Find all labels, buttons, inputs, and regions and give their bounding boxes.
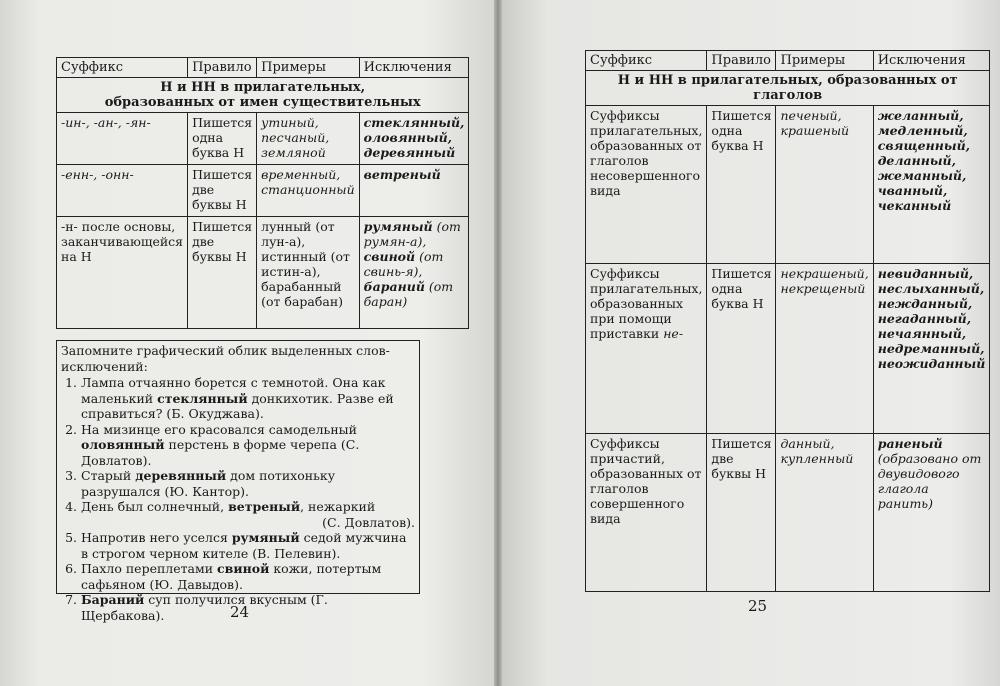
- table-row: [57, 165, 469, 217]
- item-text: седой мужчина в строгом черном кителе (В. Пелевин).: [81, 530, 407, 561]
- rule-cell: Пишется две буквы Н: [188, 217, 257, 329]
- item-bold-word: оловянный: [81, 437, 165, 452]
- header-examples: Примеры: [257, 58, 360, 78]
- header-suffix: Суффикс: [586, 51, 707, 71]
- section-title-row: [57, 78, 469, 113]
- book-spine: [494, 0, 502, 686]
- header-exceptions: Исключения: [873, 51, 990, 71]
- right-rules-table: [585, 50, 990, 592]
- item-bold-word: деревянный: [135, 468, 227, 483]
- item-text: кожи, потертым сафьяном (Ю. Давыдов).: [81, 561, 382, 592]
- examples-cell: утиный, песчаный, земляной: [257, 113, 360, 165]
- table-row: [586, 106, 990, 264]
- exception-word: раненый: [877, 436, 943, 451]
- table-row: [586, 264, 990, 434]
- rule-cell: Пишется две буквы Н: [188, 165, 257, 217]
- list-item: [81, 422, 415, 469]
- rule-cell: Пишется две буквы Н: [707, 434, 776, 592]
- item-bold-word: румяный: [231, 530, 300, 545]
- examples-cell: печеный, крашеный: [776, 106, 873, 264]
- item-text: суп получился вкусным (Г. Щербакова).: [81, 592, 328, 623]
- exception-note: (от баран): [363, 279, 454, 309]
- page-number-right: 25: [748, 597, 768, 615]
- header-examples: Примеры: [776, 51, 873, 71]
- memo-intro: Запомните графический облик выделенных слов-исключений:: [61, 343, 390, 374]
- item-text: , нежаркий: [300, 499, 376, 514]
- list-item: [81, 468, 415, 499]
- examples-cell: некрашеный, некрещеный: [776, 264, 873, 434]
- item-author: (С. Довлатов).: [322, 514, 415, 530]
- item-bold-word: свиной: [217, 561, 270, 576]
- left-rules-table: [56, 57, 469, 329]
- exceptions-cell: [873, 434, 990, 592]
- rule-cell: Пишется одна буква Н: [707, 264, 776, 434]
- exceptions-cell: ветреный: [359, 165, 469, 217]
- exceptions-cell: желанный, медленный, священный, деланный, жеманный, чванный, чеканный: [873, 106, 990, 264]
- examples-cell: данный, купленный: [776, 434, 873, 592]
- page-number-left: 24: [230, 603, 250, 621]
- exception-word: бараний: [363, 279, 425, 294]
- item-text: Напротив него уселся: [81, 530, 232, 545]
- item-text: Старый: [81, 468, 136, 483]
- exception-note: (образовано от двувидового глагола ранить): [877, 451, 982, 511]
- suffix-cell: -н- после основы, заканчивающейся на Н: [57, 217, 188, 329]
- item-bold-word: ветреный: [228, 499, 301, 514]
- exception-note: (от румян-а),: [363, 219, 461, 249]
- suffix-text: Суффиксы прилагательных, образованных при помощи приставки: [590, 266, 703, 341]
- item-text: дом потихоньку разрушался (Ю. Кантор).: [81, 468, 336, 499]
- item-text: Пахло переплетами: [81, 561, 218, 576]
- suffix-cell: [586, 264, 707, 434]
- suffix-cell: -енн-, -онн-: [57, 165, 188, 217]
- section-title: [57, 78, 469, 113]
- section-title-row: [586, 71, 990, 106]
- examples-cell: временный, станционный: [257, 165, 360, 217]
- exceptions-cell: стеклянный, оловянный, деревянный: [359, 113, 469, 165]
- header-rule: Правило: [707, 51, 776, 71]
- item-bold-word: Бараний: [81, 592, 145, 607]
- table-row: [586, 434, 990, 592]
- rule-cell: Пишется одна буква Н: [188, 113, 257, 165]
- item-text: На мизинце его красовался самодельный: [81, 421, 357, 437]
- memo-list: [61, 375, 415, 623]
- exception-note: (от свинь-я),: [363, 249, 444, 279]
- section-title: Н и НН в прилагательных, образованных от глаголов: [586, 71, 990, 106]
- suffix-cell: Суффиксы причастий, образованных от глаголов совершенного вида: [586, 434, 707, 592]
- header-suffix: Суффикс: [57, 58, 188, 78]
- table-header-row: [586, 51, 990, 71]
- section-title-line1: Н и НН в прилагательных,: [160, 80, 366, 95]
- section-title-line2: образованных от имен существительных: [104, 95, 421, 110]
- header-exceptions: Исключения: [359, 58, 469, 78]
- suffix-cell: Суффиксы прилагательных, образованных от глаголов несовершенного вида: [586, 106, 707, 264]
- suffix-prefix: не-: [663, 326, 684, 341]
- suffix-cell: -ин-, -ан-, -ян-: [57, 113, 188, 165]
- exceptions-cell: [359, 217, 469, 329]
- examples-cell: лунный (от лун-а), истинный (от истин-а), барабанный (от барабан): [257, 217, 360, 329]
- rule-cell: Пишется одна буква Н: [707, 106, 776, 264]
- exception-word: румяный: [363, 219, 433, 234]
- item-text: День был солнечный,: [81, 499, 229, 514]
- item-bold-word: стеклянный: [157, 390, 248, 406]
- table-row: [57, 217, 469, 329]
- list-item: [81, 375, 415, 422]
- table-row: [57, 113, 469, 165]
- list-item: [81, 530, 415, 561]
- item-text: Лампа отчаянно борется с темнотой. Она как маленький: [81, 375, 386, 406]
- table-header-row: [57, 58, 469, 78]
- item-text: перстень в форме черепа (С. Довлатов).: [81, 437, 360, 468]
- list-item: [81, 499, 415, 530]
- item-text: донкихотик. Разве ей справиться? (Б. Окуджава).: [81, 390, 394, 421]
- list-item: [81, 561, 415, 592]
- header-rule: Правило: [188, 58, 257, 78]
- exceptions-cell: невиданный, неслыханный, нежданный, негаданный, нечаянный, недреманный, неожиданный: [873, 264, 990, 434]
- exception-word: свиной: [363, 249, 416, 264]
